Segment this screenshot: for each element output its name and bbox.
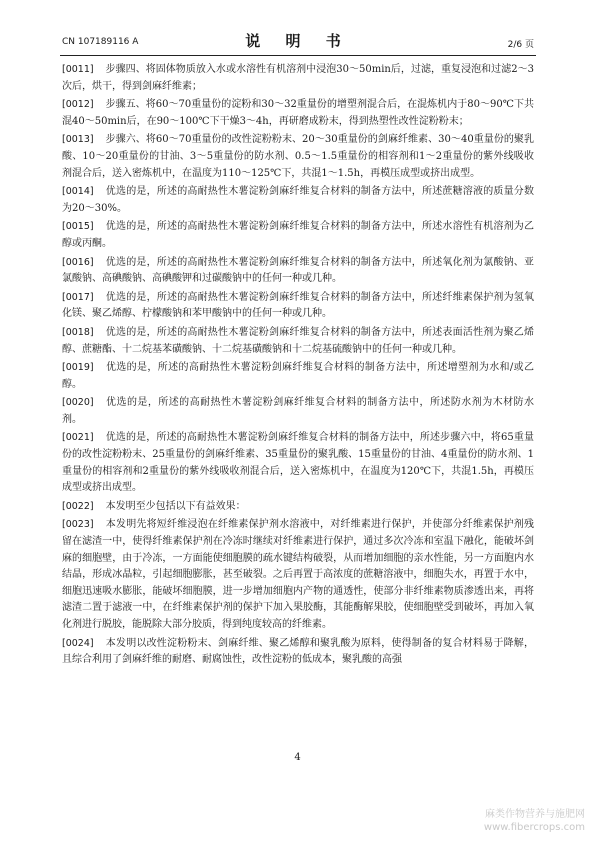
paragraph-number: [0012]: [62, 99, 94, 111]
publication-number: CN 107189116 A: [62, 37, 139, 47]
paragraph-text: 优选的是，所述的高耐热性木薯淀粉剑麻纤维复合材料的制备方法中，所述表面活性剂为聚乙烯醇、蔗糖酯、十二烷基苯磺酸钠、十二烷基磺酸钠和十二烷基硫酸钠中的任何一种或几种。: [62, 326, 534, 355]
paragraph-0020: [62, 395, 534, 428]
paragraph-0018: [62, 325, 534, 358]
document-title: 说 明 书: [245, 32, 351, 50]
paragraph-text: 本发明先将短纤维浸泡在纤维素保护剂水溶液中，对纤维素进行保护，并使部分纤维素保护剂残留在滤渣一中，使得纤维素保护剂在冷冻时继续对纤维素进行保护，通过多次冷冻和室温下融化，能破坏剑麻的细胞壁，由于冷冻，一方面能使细胞膜的疏水键结构破裂，从而增加细胞的亲水性能，另一方面胞内水结晶，形成冰晶粒，引起细胞膨胀，甚至破裂。之后再置于高浓度的蔗糖溶液中，细胞失水，再置于水中，细胞迅速吸水膨胀，能破坏细胞膜，进一步增加细胞内产物的通透性，使部分非纤维素物质渗透出来，再将滤渣二置于滤液一中，在纤维素保护剂的保护下加入果胶酶，其能酶解果胶，使细胞壁受到破坏，再加入氧化剂进行脱胶，能脱除大部分胶质，得到纯度较高的纤维素。: [62, 519, 534, 630]
paragraph-text: 本发明以改性淀粉粉末、剑麻纤维、聚乙烯醇和聚乳酸为原料，使得制备的复合材料易于降解，且综合利用了剑麻纤维的耐磨、耐腐蚀性，改性淀粉的低成本，聚乳酸的高强: [62, 637, 534, 666]
paragraph-0023: [62, 517, 534, 633]
paragraph-text: 本发明至少包括以下有益效果：: [105, 500, 246, 512]
paragraph-text: 步骤六、将60～70重量份的改性淀粉粉末、20～30重量份的剑麻纤维素、30～40重量份的聚乳酸、10～20重量份的甘油、3～5重量份的防水剂、0.5～1.5重量份的相容剂和1～2重量份的紫外线吸收剂混合后，送入密炼机中，在温度为110～125℃下，共混1～1.5h，再模压成型或挤出成型。: [62, 134, 534, 179]
paragraph-text: 优选的是，所述的高耐热性木薯淀粉剑麻纤维复合材料的制备方法中，所述蔗糖溶液的质量分数为20～30%。: [62, 186, 534, 214]
paragraph-text: 优选的是，所述的高耐热性木薯淀粉剑麻纤维复合材料的制备方法中，所述纤维素保护剂为氢氧化镁、聚乙烯醇、柠檬酸钠和苯甲酸钠中的任何一种或几种。: [62, 291, 534, 320]
paragraph-number: [0024]: [62, 637, 94, 649]
header-rule: [60, 55, 536, 56]
paragraph-number: [0022]: [62, 500, 94, 512]
paragraph-number: [0020]: [62, 397, 94, 409]
paragraph-number: [0023]: [62, 519, 94, 531]
paragraph-0019: [62, 360, 534, 393]
paragraph-0015: [62, 219, 534, 252]
paragraph-0017: [62, 290, 534, 323]
paragraph-number: [0018]: [62, 326, 94, 338]
site-watermark: [484, 808, 585, 834]
paragraph-number: [0021]: [62, 432, 94, 444]
paragraph-0013: [62, 132, 534, 182]
page-of-count: 2/6 页: [507, 40, 534, 50]
paragraph-text: 优选的是，所述的高耐热性木薯淀粉剑麻纤维复合材料的制备方法中，所述水溶性有机溶剂为乙醇或丙酮。: [62, 221, 534, 249]
paragraph-text: 步骤五、将60～70重量份的淀粉和30～32重量份的增塑剂混合后，在混炼机内于80～90℃下共混40～50min后，在90～100℃下干燥3～4h，再研磨成粉末，得到热塑性改性淀粉粉末；: [62, 99, 534, 127]
paragraph-number: [0014]: [62, 186, 94, 198]
paragraph-text: 步骤四、将固体物质放入水或水溶性有机溶剂中浸泡30～50min后，过滤，重复浸泡和过滤2～3次后，烘干，得到剑麻纤维素；: [62, 64, 534, 92]
paragraph-0022: [62, 499, 534, 516]
description-body: [62, 62, 534, 671]
paragraph-number: [0019]: [62, 362, 94, 374]
watermark-site-name: 麻类作物营养与施肥网: [485, 809, 585, 820]
paragraph-text: 优选的是，所述的高耐热性木薯淀粉剑麻纤维复合材料的制备方法中，所述增塑剂为水和/或乙醇。: [62, 362, 534, 390]
paragraph-number: [0016]: [62, 256, 94, 268]
paragraph-0021: [62, 430, 534, 496]
paragraph-number: [0013]: [62, 134, 94, 146]
paragraph-0011: [62, 62, 534, 95]
paragraph-number: [0011]: [62, 64, 94, 75]
watermark-url: www.fibercrops.com: [483, 822, 585, 833]
paragraph-0014: [62, 184, 534, 217]
paragraph-text: 优选的是，所述的高耐热性木薯淀粉剑麻纤维复合材料的制备方法中，所述氧化剂为氯酸钠、亚氯酸钠、高碘酸钠、高碘酸钾和过碳酸钠中的任何一种或几种。: [62, 256, 534, 285]
paragraph-text: 优选的是，所述的高耐热性木薯淀粉剑麻纤维复合材料的制备方法中，所述防水剂为木材防水剂。: [62, 397, 534, 425]
paragraph-text: 优选的是，所述的高耐热性木薯淀粉剑麻纤维复合材料的制备方法中，所述步骤六中，将65重量份的改性淀粉粉末、25重量份的剑麻纤维素、35重量份的聚乳酸、15重量份的甘油、4重量份的防水剂、1重量份的相容剂和2重量份的紫外线吸收剂混合后，送入密炼机中，在温度为120℃下，共混1.5h，再模压成型或挤出成型。: [62, 432, 534, 494]
paragraph-number: [0017]: [62, 291, 94, 303]
paragraph-0012: [62, 97, 534, 130]
paragraph-0016: [62, 255, 534, 288]
paragraph-number: [0015]: [62, 221, 94, 233]
page-header: [62, 30, 534, 52]
page-number: 4: [294, 752, 301, 763]
paragraph-0024: [62, 636, 534, 669]
